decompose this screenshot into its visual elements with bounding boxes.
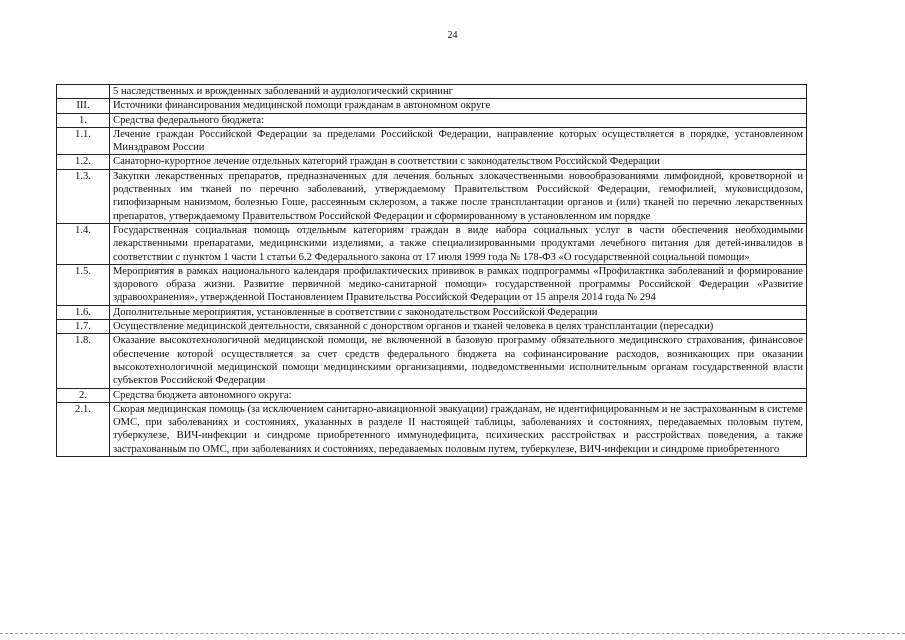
row-number: 1.5.: [57, 264, 110, 305]
table-row: [57, 320, 807, 334]
row-text: Закупки лекарственных препаратов, предназначенных для лечения больных злокачественными новообразованиями лимфоидной, кроветворной и родственных им тканей по перечню заболеваний, утверждаемому Правительством Российской Федерации, гемофилией, муковисцидозом, гипофизарным нанизмом, болезнью Гоше, рассеянным склерозом, а также после трансплантации органов и (или) тканей по перечню лекарственных препаратов, утверждаемому Правительством Российской Федерации и сформированному в установленном им порядке: [110, 169, 807, 223]
row-number: 2.: [57, 388, 110, 402]
row-text: Государственная социальная помощь отдельным категориям граждан в виде набора социальных услуг в части обеспечения необходимыми лекарственными препаратами, медицинскими изделиями, а также специализированными продуктами лечебного питания для детей-инвалидов в соответствии с пунктом 1 части 1 статьи 6.2 Федерального закона от 17 июля 1999 года № 178-ФЗ «О государственной социальной помощи»: [110, 223, 807, 264]
row-text: Средства бюджета автономного округа:: [110, 388, 807, 402]
page-number: 24: [447, 30, 458, 41]
table-row: [57, 169, 807, 223]
row-number: 1.1.: [57, 127, 110, 155]
table-row: [57, 264, 807, 305]
table-row: [57, 99, 807, 113]
row-text: Оказание высокотехнологичной медицинской помощи, не включенной в базовую программу обязательного медицинского страхования, финансовое обеспечение которой осуществляется за счет средств федерального бюджета на софинансирование расходов, возникающих при оказании высокотехнологичной медицинской помощи медицинскими организациями, подведомственными исполнительным органам государственной власти субъектов Российской Федерации: [110, 334, 807, 388]
table-row: [57, 85, 807, 99]
table-row: [57, 155, 807, 169]
row-text: Мероприятия в рамках национального календаря профилактических прививок в рамках подпрограммы «Профилактика заболеваний и формирование здорового образа жизни. Развитие первичной медико-санитарной помощи» государственной программы Российской Федерации «Развитие здравоохранения», утвержденной Постановлением Правительства Российской Федерации от 15 апреля 2014 года № 294: [110, 264, 807, 305]
row-text: Осуществление медицинской деятельности, связанной с донорством органов и тканей человека в целях трансплантации (пересадки): [110, 320, 807, 334]
row-text: Лечение граждан Российской Федерации за пределами Российской Федерации, направление которых осуществляется в порядке, установленном Минздравом России: [110, 127, 807, 155]
row-text: Скорая медицинская помощь (за исключением санитарно-авиационной эвакуации) гражданам, не идентифицированным и не застрахованным в системе ОМС, при заболеваниях и состояниях, указанных в разделе II настоящей таблицы, заболеваниях и состояниях, передаваемых половым путем, туберкулезе, ВИЧ-инфекции и синдроме приобретенного иммунодефицита, психических расстройствах и расстройствах поведения, а также застрахованным по ОМС, при заболеваниях и состояниях, передаваемых половым путем, туберкулезе, ВИЧ-инфекции и синдроме приобретенного: [110, 402, 807, 456]
table-row: [57, 113, 807, 127]
row-text: Источники финансирования медицинской помощи гражданам в автономном округе: [110, 99, 807, 113]
row-text: Средства федерального бюджета:: [110, 113, 807, 127]
row-number: 2.1.: [57, 402, 110, 456]
scan-bottom-edge: [0, 633, 905, 634]
row-number: 1.7.: [57, 320, 110, 334]
table-row: [57, 334, 807, 388]
row-text: Санаторно-курортное лечение отдельных категорий граждан в соответствии с законодательством Российской Федерации: [110, 155, 807, 169]
row-text: Дополнительные мероприятия, установленные в соответствии с законодательством Российской Федерации: [110, 305, 807, 319]
table-row: [57, 305, 807, 319]
table-row: [57, 402, 807, 456]
row-number: III.: [57, 99, 110, 113]
row-number: 1.4.: [57, 223, 110, 264]
row-number: 1.8.: [57, 334, 110, 388]
row-number: 1.3.: [57, 169, 110, 223]
table-row: [57, 388, 807, 402]
row-number: [57, 85, 110, 99]
row-number: 1.6.: [57, 305, 110, 319]
table-row: [57, 223, 807, 264]
row-number: 1.2.: [57, 155, 110, 169]
financing-sources-table: [56, 84, 807, 457]
row-text: 5 наследственных и врожденных заболеваний и аудиологический скрининг: [110, 85, 807, 99]
row-number: 1.: [57, 113, 110, 127]
table-row: [57, 127, 807, 155]
